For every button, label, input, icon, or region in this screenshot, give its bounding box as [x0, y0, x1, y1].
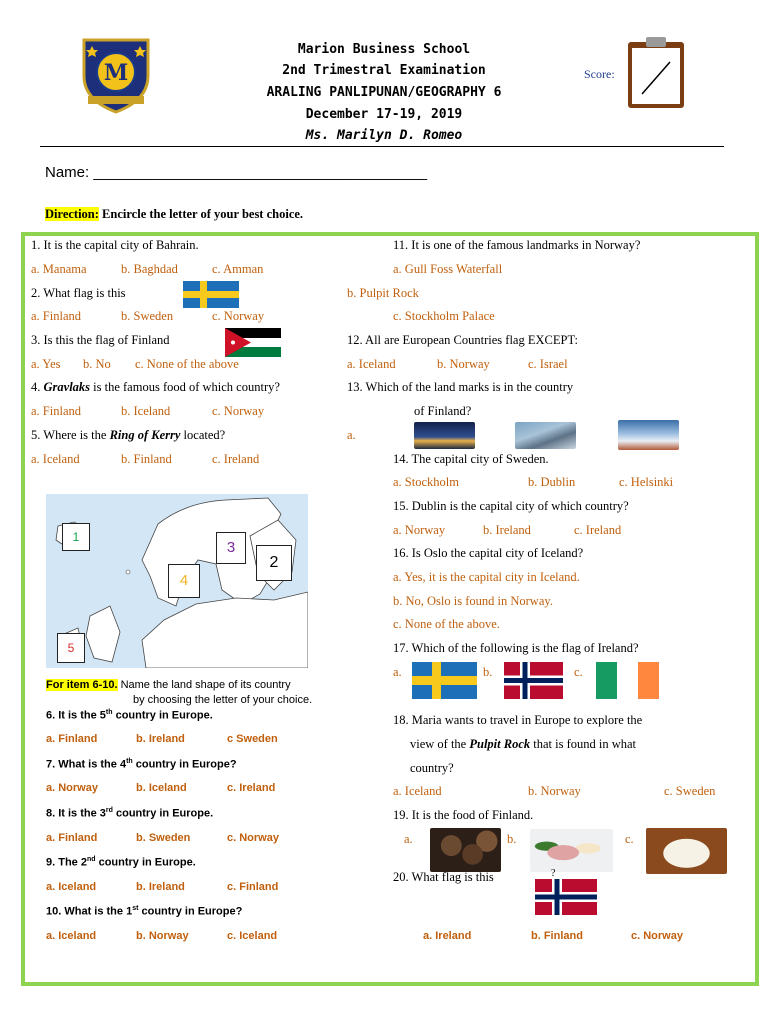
q9-option-b[interactable]: b. Ireland	[136, 881, 185, 893]
q7-option-b[interactable]: b. Iceland	[136, 782, 187, 794]
q10-option-c[interactable]: c. Iceland	[227, 930, 278, 942]
q8-text	[46, 807, 213, 820]
header-rule	[40, 146, 724, 147]
q7-option-a[interactable]: a. Norway	[46, 782, 98, 794]
q8-option-c[interactable]: c. Norway	[227, 832, 279, 844]
q10-post: country in Europe?	[138, 905, 243, 918]
q6-post: country in Europe.	[112, 709, 213, 722]
q20-option-a[interactable]: a. Ireland	[423, 930, 472, 942]
q10-option-a[interactable]: a. Iceland	[46, 930, 97, 942]
norway-flag-q17[interactable]	[504, 662, 563, 699]
q8-option-b[interactable]: b. Sweden	[136, 832, 191, 844]
q18-option-b[interactable]: b. Norway	[528, 784, 581, 798]
q11-option-b[interactable]: b. Pulpit Rock	[347, 286, 419, 300]
q17-option-c[interactable]: c.	[574, 665, 583, 679]
q18-option-c[interactable]: c. Sweden	[664, 784, 716, 798]
q12-text: 12. All are European Countries flag EXCEPT:	[347, 333, 578, 347]
q18-option-a[interactable]: a. Iceland	[393, 784, 442, 798]
q5-rest: located?	[180, 428, 226, 442]
direction-text: Encircle the letter of your best choice.	[98, 207, 304, 221]
q14-option-a[interactable]: a. Stockholm	[393, 475, 459, 489]
q6-text	[46, 709, 213, 722]
exam-date: December 17-19, 2019	[305, 107, 463, 122]
q12-option-b[interactable]: b. Norway	[437, 357, 490, 371]
q6-pre: 6. It is the 5	[46, 709, 106, 722]
q20-option-b[interactable]: b. Finland	[531, 930, 583, 942]
q19-option-c[interactable]: c.	[625, 832, 634, 846]
food-photo-2[interactable]	[530, 829, 613, 872]
q17-text: 17. Which of the following is the flag of Ireland?	[393, 641, 639, 655]
q12-option-a[interactable]: a. Iceland	[347, 357, 396, 371]
q9-text	[46, 856, 196, 869]
item610-instruction-2: by choosing the letter of your choice.	[133, 694, 313, 706]
jordan-flag-q3	[225, 328, 281, 357]
q3-text: 3. Is this the flag of Finland	[31, 333, 170, 347]
q1-text: 1. It is the capital city of Bahrain.	[31, 238, 199, 252]
q14-option-c[interactable]: c. Helsinki	[619, 475, 674, 489]
q11-option-a[interactable]: a. Gull Foss Waterfall	[393, 262, 503, 276]
direction-label: Direction:	[45, 207, 99, 221]
svg-text:M: M	[103, 60, 129, 86]
q3-option-c[interactable]: c. None of the above	[135, 357, 239, 371]
q1-option-a[interactable]: a. Manama	[31, 262, 87, 276]
subject-title: ARALING PANLIPUNAN/GEOGRAPHY 6	[266, 85, 502, 100]
q7-post: country in Europe?	[132, 758, 237, 771]
sweden-flag-q17[interactable]	[412, 662, 477, 699]
clipboard-icon	[626, 36, 686, 110]
direction	[45, 207, 303, 222]
exam-title: 2nd Trimestral Examination	[282, 63, 486, 78]
landmark-photo-1[interactable]	[414, 422, 475, 449]
q15-option-b[interactable]: b. Ireland	[483, 523, 531, 537]
q4-emphasis: Gravlaks	[43, 380, 91, 394]
q1-option-c[interactable]: c. Amman	[212, 262, 264, 276]
q8-option-a[interactable]: a. Finland	[46, 832, 98, 844]
q15-option-c[interactable]: c. Ireland	[574, 523, 622, 537]
q14-text: 14. The capital city of Sweden.	[393, 452, 549, 466]
q6-sup: th	[105, 709, 113, 716]
q9-pre: 9. The 2	[46, 856, 87, 869]
item610-text1: Name the land shape of its country	[117, 679, 291, 691]
q13-text-2: of Finland?	[414, 404, 472, 418]
landmark-photo-3[interactable]	[618, 420, 679, 450]
q10-text	[46, 905, 242, 918]
q10-pre: 10. What is the 1	[46, 905, 133, 918]
q6-option-c[interactable]: c Sweden	[227, 733, 278, 745]
map-label-1: 1	[62, 523, 90, 551]
q5-option-a[interactable]: a. Iceland	[31, 452, 80, 466]
q6-option-a[interactable]: a. Finland	[46, 733, 98, 745]
food-photo-1[interactable]	[430, 828, 501, 872]
q4-option-a[interactable]: a. Finland	[31, 404, 81, 418]
q17-option-a[interactable]: a.	[393, 665, 402, 679]
map-label-4: 4	[168, 564, 200, 598]
q20-option-c[interactable]: c. Norway	[631, 930, 683, 942]
q9-post: country in Europe.	[95, 856, 196, 869]
q11-option-c[interactable]: c. Stockholm Palace	[393, 309, 495, 323]
q18-emphasis: Pulpit Rock	[469, 737, 531, 751]
q20-question-mark: ?	[551, 868, 556, 879]
q9-option-a[interactable]: a. Iceland	[46, 881, 97, 893]
ireland-flag-q17[interactable]	[596, 662, 659, 699]
item610-instruction	[46, 679, 291, 691]
q19-option-a[interactable]: a.	[404, 832, 413, 846]
norway-flag-q20	[535, 879, 597, 915]
q18-text-3: country?	[410, 761, 454, 775]
q5-text	[31, 428, 225, 443]
q13-text: 13. Which of the land marks is in the country	[347, 380, 574, 394]
map-label-5: 5	[57, 633, 85, 663]
q10-sup: st	[132, 905, 139, 912]
teacher-name: Ms. Marilyn D. Romeo	[305, 128, 463, 143]
school-name: Marion Business School	[297, 42, 471, 57]
q10-option-b[interactable]: b. Norway	[136, 930, 189, 942]
name-field[interactable]: Name: ________________________________________	[45, 164, 428, 181]
q8-post: country in Europe.	[112, 807, 214, 820]
q6-option-b[interactable]: b. Ireland	[136, 733, 185, 745]
q7-sup: th	[126, 758, 133, 765]
item610-label: For item 6-10.	[46, 679, 118, 691]
q16-text: 16. Is Oslo the capital city of Iceland?	[393, 546, 584, 560]
q7-option-c[interactable]: c. Ireland	[227, 782, 276, 794]
q8-sup: rd	[105, 807, 113, 814]
q9-sup: nd	[86, 856, 96, 863]
map-label-3: 3	[216, 532, 246, 564]
q4-option-b[interactable]: b. Iceland	[121, 404, 171, 418]
landmark-photo-2[interactable]	[515, 422, 576, 449]
q16-option-b[interactable]: b. No, Oslo is found in Norway.	[393, 594, 553, 608]
q14-option-b[interactable]: b. Dublin	[528, 475, 576, 489]
q18-text-2	[410, 737, 636, 752]
q1-option-b[interactable]: b. Baghdad	[121, 262, 178, 276]
q4-number: 4.	[31, 380, 44, 394]
score-label: Score:	[584, 67, 615, 81]
q15-option-a[interactable]: a. Norway	[393, 523, 446, 537]
q7-pre: 7. What is the 4	[46, 758, 127, 771]
q13-option-a[interactable]: a.	[347, 428, 356, 442]
q18-text: 18. Maria wants to travel in Europe to explore the	[393, 713, 643, 727]
q15-text: 15. Dublin is the capital city of which country?	[393, 499, 629, 513]
q9-option-c[interactable]: c. Finland	[227, 881, 279, 893]
q4-rest: is the famous food of which country?	[90, 380, 280, 394]
q5-pre: 5. Where is the	[31, 428, 110, 442]
q18-pre: view of the	[410, 737, 470, 751]
food-photo-3[interactable]	[646, 828, 727, 874]
q19-text: 19. It is the food of Finland.	[393, 808, 534, 822]
q16-option-a[interactable]: a. Yes, it is the capital city in Iceland.	[393, 570, 580, 584]
q2-option-a[interactable]: a. Finland	[31, 309, 81, 323]
q4-text	[31, 380, 280, 395]
map-label-2: 2	[256, 545, 292, 581]
q2-option-b[interactable]: b. Sweden	[121, 309, 174, 323]
q8-pre: 8. It is the 3	[46, 807, 106, 820]
q5-emphasis: Ring of Kerry	[109, 428, 181, 442]
q3-option-a[interactable]: a. Yes	[31, 357, 61, 371]
q12-option-c[interactable]: c. Israel	[528, 357, 568, 371]
q5-option-c[interactable]: c. Ireland	[212, 452, 260, 466]
q11-text: 11. It is one of the famous landmarks in Norway?	[393, 238, 641, 252]
q4-option-c[interactable]: c. Norway	[212, 404, 265, 418]
q3-option-b[interactable]: b. No	[83, 357, 111, 371]
q2-text: 2. What flag is this	[31, 286, 126, 300]
q19-option-b[interactable]: b.	[507, 832, 517, 846]
q16-option-c[interactable]: c. None of the above.	[393, 617, 500, 631]
q17-option-b[interactable]: b.	[483, 665, 493, 679]
q5-option-b[interactable]: b. Finland	[121, 452, 172, 466]
q7-text	[46, 758, 237, 771]
q18-post: that is found in what	[530, 737, 637, 751]
q2-option-c[interactable]: c. Norway	[212, 309, 265, 323]
sweden-flag-q2	[183, 281, 239, 308]
q20-text: 20. What flag is this	[393, 870, 494, 884]
